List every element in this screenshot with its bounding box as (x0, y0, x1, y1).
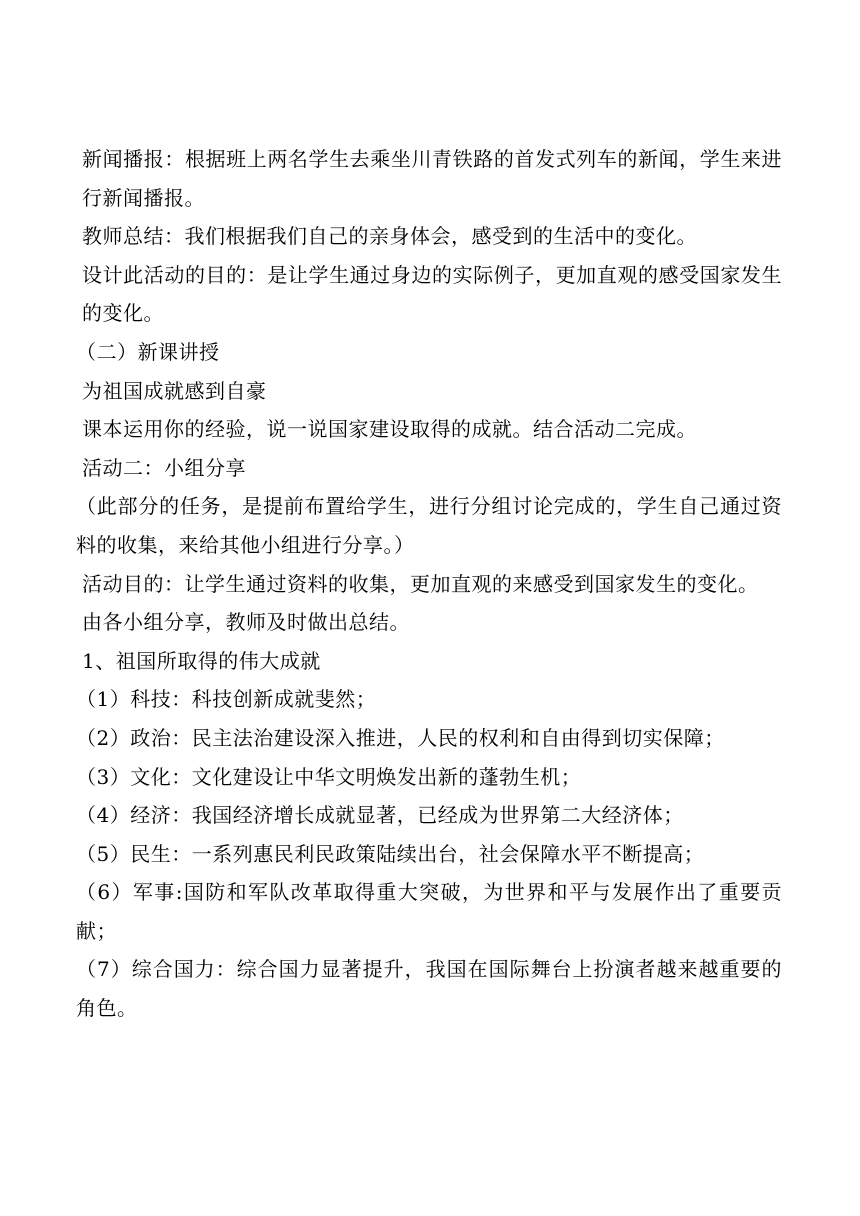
paragraph-news-broadcast: 新闻播报：根据班上两名学生去乘坐川青铁路的首发式列车的新闻，学生来进行新闻播报。 (82, 147, 782, 210)
paragraph-activity-purpose: 设计此活动的目的：是让学生通过身边的实际例子，更加直观的感受国家发生的变化。 (82, 262, 782, 326)
paragraph-activity-goal: 活动目的：让学生通过资料的收集，更加直观的来感受到国家发生的变化。 (82, 571, 759, 596)
list-item-national-strength: （7）综合国力：综合国力显著提升，我国在国际舞台上扮演者越来越重要的角色。 (76, 957, 782, 1021)
paragraph-teacher-summary: 教师总结：我们根据我们自己的亲身体会，感受到的生活中的变化。 (82, 224, 697, 249)
section-heading-new-lesson: （二）新课讲授 (76, 339, 220, 364)
list-item-economy: （4）经济：我国经济增长成就显著，已经成为世界第二大经济体； (76, 803, 684, 828)
heading-pride: 为祖国成就感到自豪 (82, 378, 267, 403)
list-item-livelihood: （5）民生：一系列惠民利民政策陆续出台，社会保障水平不断提高； (76, 841, 705, 866)
heading-achievements: 1、祖国所取得的伟大成就 (82, 648, 321, 673)
heading-activity-2: 活动二：小组分享 (82, 455, 246, 480)
document-body (76, 140, 782, 1028)
list-item-culture: （3）文化：文化建设让中华文明焕发出新的蓬勃生机； (76, 764, 582, 789)
list-item-technology: （1）科技：科技创新成就斐然； (76, 687, 377, 712)
paragraph-textbook: 课本运用你的经验，说一说国家建设取得的成就。结合活动二完成。 (82, 417, 697, 442)
paragraph-activity-note: （此部分的任务，是提前布置给学生，进行分组讨论完成的，学生自己通过资料的收集，来给其他小组进行分享。） (76, 494, 782, 557)
list-item-politics: （2）政治：民主法治建设深入推进，人民的权利和自由得到切实保障； (76, 725, 725, 750)
list-item-military: （6）军事:国防和军队改革取得重大突破，为世界和平与发展作出了重要贡献； (76, 880, 782, 943)
paragraph-group-share: 由各小组分享，教师及时做出总结。 (82, 610, 410, 635)
